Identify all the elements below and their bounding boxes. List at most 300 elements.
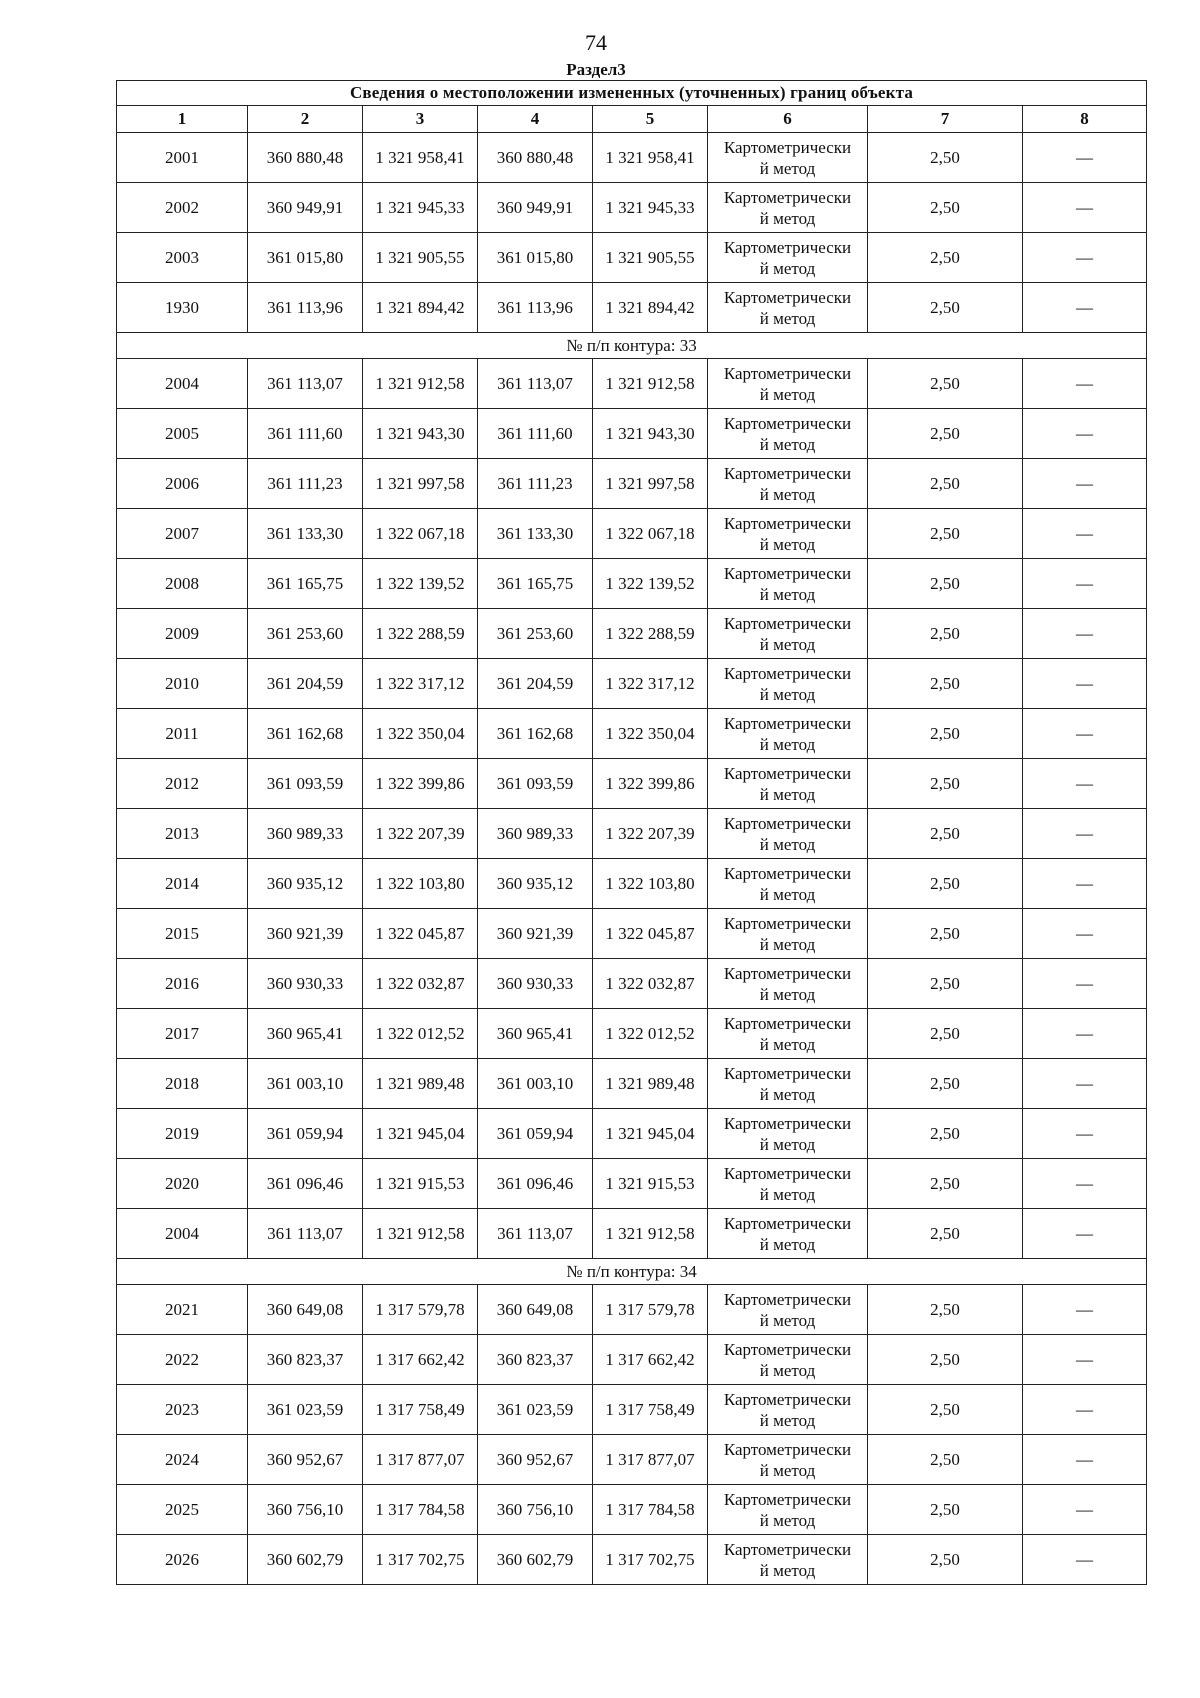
description-cell: — xyxy=(1023,1335,1147,1385)
method-line: й метод xyxy=(759,1034,816,1054)
method-cell xyxy=(708,409,868,459)
method-line: Картометрически xyxy=(723,713,852,733)
section-title: Раздел3 xyxy=(566,60,626,79)
method-line: й метод xyxy=(759,884,816,904)
point-number-cell: 2022 xyxy=(117,1335,248,1385)
table-row xyxy=(117,359,1147,409)
precision-cell: 2,50 xyxy=(868,133,1023,183)
x-existing-cell: 360 949,91 xyxy=(248,183,363,233)
method-cell xyxy=(708,509,868,559)
x-new-cell: 360 935,12 xyxy=(478,859,593,909)
x-new-cell: 361 165,75 xyxy=(478,559,593,609)
table-row xyxy=(117,1535,1147,1585)
method-line: й метод xyxy=(759,784,816,804)
y-new-cell: 1 321 945,33 xyxy=(593,183,708,233)
method-cell xyxy=(708,1059,868,1109)
description-cell: — xyxy=(1023,759,1147,809)
table-row xyxy=(117,1109,1147,1159)
y-existing-cell: 1 322 288,59 xyxy=(363,609,478,659)
method-line: й метод xyxy=(759,1410,816,1430)
description-cell: — xyxy=(1023,459,1147,509)
y-new-cell: 1 322 067,18 xyxy=(593,509,708,559)
method-line: й метод xyxy=(759,384,816,404)
method-cell xyxy=(708,959,868,1009)
table-row xyxy=(117,1009,1147,1059)
precision-cell: 2,50 xyxy=(868,1485,1023,1535)
x-new-cell: 361 253,60 xyxy=(478,609,593,659)
method-cell xyxy=(708,1435,868,1485)
x-new-cell: 361 059,94 xyxy=(478,1109,593,1159)
method-line: й метод xyxy=(759,308,816,328)
method-line: Картометрически xyxy=(723,1163,852,1183)
column-header: 2 xyxy=(248,106,363,133)
description-cell: — xyxy=(1023,559,1147,609)
point-number-cell: 1930 xyxy=(117,283,248,333)
x-existing-cell: 361 023,59 xyxy=(248,1385,363,1435)
table-row xyxy=(117,183,1147,233)
x-new-cell: 360 989,33 xyxy=(478,809,593,859)
method-cell xyxy=(708,859,868,909)
table-row xyxy=(117,709,1147,759)
precision-cell: 2,50 xyxy=(868,283,1023,333)
description-cell: — xyxy=(1023,609,1147,659)
x-new-cell: 360 649,08 xyxy=(478,1285,593,1335)
x-existing-cell: 361 096,46 xyxy=(248,1159,363,1209)
y-existing-cell: 1 322 207,39 xyxy=(363,809,478,859)
y-existing-cell: 1 321 915,53 xyxy=(363,1159,478,1209)
y-existing-cell: 1 317 702,75 xyxy=(363,1535,478,1585)
table-row xyxy=(117,459,1147,509)
x-existing-cell: 360 921,39 xyxy=(248,909,363,959)
precision-cell: 2,50 xyxy=(868,1285,1023,1335)
method-line: Картометрически xyxy=(723,1013,852,1033)
point-number-cell: 2003 xyxy=(117,233,248,283)
method-cell xyxy=(708,909,868,959)
page-number: 74 xyxy=(585,30,607,55)
y-new-cell: 1 321 997,58 xyxy=(593,459,708,509)
method-cell xyxy=(708,1109,868,1159)
point-number-cell: 2016 xyxy=(117,959,248,1009)
method-cell xyxy=(708,459,868,509)
point-number-cell: 2014 xyxy=(117,859,248,909)
table-row xyxy=(117,609,1147,659)
table-row xyxy=(117,1385,1147,1435)
y-new-cell: 1 321 915,53 xyxy=(593,1159,708,1209)
x-new-cell: 360 949,91 xyxy=(478,183,593,233)
y-new-cell: 1 317 702,75 xyxy=(593,1535,708,1585)
table-row xyxy=(117,1485,1147,1535)
table-row xyxy=(117,1285,1147,1335)
description-cell: — xyxy=(1023,1009,1147,1059)
method-line: й метод xyxy=(759,1560,816,1580)
method-cell xyxy=(708,1485,868,1535)
precision-cell: 2,50 xyxy=(868,359,1023,409)
y-existing-cell: 1 321 943,30 xyxy=(363,409,478,459)
description-cell: — xyxy=(1023,1209,1147,1259)
precision-cell: 2,50 xyxy=(868,809,1023,859)
x-new-cell: 360 965,41 xyxy=(478,1009,593,1059)
x-new-cell: 361 133,30 xyxy=(478,509,593,559)
table-row xyxy=(117,1435,1147,1485)
method-line: Картометрически xyxy=(723,187,852,207)
point-number-cell: 2006 xyxy=(117,459,248,509)
x-new-cell: 361 003,10 xyxy=(478,1059,593,1109)
x-existing-cell: 361 113,07 xyxy=(248,1209,363,1259)
y-new-cell: 1 321 894,42 xyxy=(593,283,708,333)
table-row xyxy=(117,1209,1147,1259)
point-number-cell: 2001 xyxy=(117,133,248,183)
table-row xyxy=(117,1335,1147,1385)
y-existing-cell: 1 321 945,04 xyxy=(363,1109,478,1159)
precision-cell: 2,50 xyxy=(868,559,1023,609)
y-new-cell: 1 317 662,42 xyxy=(593,1335,708,1385)
table-row xyxy=(117,509,1147,559)
contour-label: № п/п контура: 33 xyxy=(117,333,1147,359)
x-new-cell: 360 602,79 xyxy=(478,1535,593,1585)
description-cell: — xyxy=(1023,1059,1147,1109)
x-existing-cell: 361 113,07 xyxy=(248,359,363,409)
point-number-cell: 2018 xyxy=(117,1059,248,1109)
description-cell: — xyxy=(1023,409,1147,459)
x-existing-cell: 361 165,75 xyxy=(248,559,363,609)
point-number-cell: 2010 xyxy=(117,659,248,709)
method-line: Картометрически xyxy=(723,1539,852,1559)
y-new-cell: 1 322 045,87 xyxy=(593,909,708,959)
precision-cell: 2,50 xyxy=(868,1159,1023,1209)
method-cell xyxy=(708,183,868,233)
description-cell: — xyxy=(1023,1535,1147,1585)
y-existing-cell: 1 322 139,52 xyxy=(363,559,478,609)
y-new-cell: 1 322 399,86 xyxy=(593,759,708,809)
method-line: Картометрически xyxy=(723,1063,852,1083)
precision-cell: 2,50 xyxy=(868,459,1023,509)
x-new-cell: 360 880,48 xyxy=(478,133,593,183)
precision-cell: 2,50 xyxy=(868,759,1023,809)
y-existing-cell: 1 317 579,78 xyxy=(363,1285,478,1335)
point-number-cell: 2002 xyxy=(117,183,248,233)
table-row xyxy=(117,133,1147,183)
point-number-cell: 2013 xyxy=(117,809,248,859)
x-existing-cell: 361 204,59 xyxy=(248,659,363,709)
method-line: Картометрически xyxy=(723,613,852,633)
column-header: 3 xyxy=(363,106,478,133)
point-number-cell: 2023 xyxy=(117,1385,248,1435)
x-new-cell: 361 113,96 xyxy=(478,283,593,333)
method-line: й метод xyxy=(759,1084,816,1104)
method-line: Картометрически xyxy=(723,137,852,157)
precision-cell: 2,50 xyxy=(868,709,1023,759)
method-line: й метод xyxy=(759,684,816,704)
method-line: й метод xyxy=(759,584,816,604)
table-row xyxy=(117,1059,1147,1109)
column-header: 5 xyxy=(593,106,708,133)
description-cell: — xyxy=(1023,659,1147,709)
method-line: й метод xyxy=(759,1310,816,1330)
method-line: й метод xyxy=(759,158,816,178)
description-cell: — xyxy=(1023,233,1147,283)
point-number-cell: 2024 xyxy=(117,1435,248,1485)
method-line: й метод xyxy=(759,534,816,554)
description-cell: — xyxy=(1023,1109,1147,1159)
y-existing-cell: 1 322 317,12 xyxy=(363,659,478,709)
coordinates-table xyxy=(116,80,1147,1585)
precision-cell: 2,50 xyxy=(868,859,1023,909)
y-existing-cell: 1 321 989,48 xyxy=(363,1059,478,1109)
y-new-cell: 1 321 945,04 xyxy=(593,1109,708,1159)
method-line: Картометрически xyxy=(723,763,852,783)
method-cell xyxy=(708,609,868,659)
precision-cell: 2,50 xyxy=(868,1435,1023,1485)
x-existing-cell: 360 935,12 xyxy=(248,859,363,909)
y-existing-cell: 1 321 958,41 xyxy=(363,133,478,183)
contour-label: № п/п контура: 34 xyxy=(117,1259,1147,1285)
description-cell: — xyxy=(1023,1159,1147,1209)
point-number-cell: 2025 xyxy=(117,1485,248,1535)
point-number-cell: 2017 xyxy=(117,1009,248,1059)
x-existing-cell: 361 093,59 xyxy=(248,759,363,809)
description-cell: — xyxy=(1023,359,1147,409)
y-new-cell: 1 321 989,48 xyxy=(593,1059,708,1109)
y-existing-cell: 1 322 032,87 xyxy=(363,959,478,1009)
y-new-cell: 1 321 943,30 xyxy=(593,409,708,459)
y-new-cell: 1 322 350,04 xyxy=(593,709,708,759)
method-cell xyxy=(708,1159,868,1209)
description-cell: — xyxy=(1023,1285,1147,1335)
method-line: й метод xyxy=(759,1184,816,1204)
method-line: й метод xyxy=(759,208,816,228)
method-cell xyxy=(708,1285,868,1335)
y-new-cell: 1 322 288,59 xyxy=(593,609,708,659)
x-existing-cell: 360 880,48 xyxy=(248,133,363,183)
y-existing-cell: 1 321 894,42 xyxy=(363,283,478,333)
x-existing-cell: 361 113,96 xyxy=(248,283,363,333)
table-row xyxy=(117,759,1147,809)
y-new-cell: 1 317 579,78 xyxy=(593,1285,708,1335)
x-existing-cell: 361 111,60 xyxy=(248,409,363,459)
x-new-cell: 361 093,59 xyxy=(478,759,593,809)
x-new-cell: 361 015,80 xyxy=(478,233,593,283)
method-cell xyxy=(708,359,868,409)
y-existing-cell: 1 322 350,04 xyxy=(363,709,478,759)
x-new-cell: 361 111,23 xyxy=(478,459,593,509)
point-number-cell: 2008 xyxy=(117,559,248,609)
x-existing-cell: 361 003,10 xyxy=(248,1059,363,1109)
y-new-cell: 1 322 103,80 xyxy=(593,859,708,909)
table-row xyxy=(117,233,1147,283)
precision-cell: 2,50 xyxy=(868,1535,1023,1585)
description-cell: — xyxy=(1023,909,1147,959)
y-new-cell: 1 317 877,07 xyxy=(593,1435,708,1485)
y-new-cell: 1 322 032,87 xyxy=(593,959,708,1009)
y-existing-cell: 1 322 012,52 xyxy=(363,1009,478,1059)
x-existing-cell: 361 111,23 xyxy=(248,459,363,509)
x-new-cell: 360 756,10 xyxy=(478,1485,593,1535)
method-line: й метод xyxy=(759,634,816,654)
precision-cell: 2,50 xyxy=(868,1009,1023,1059)
x-existing-cell: 361 162,68 xyxy=(248,709,363,759)
column-numbers-row xyxy=(117,106,1147,133)
point-number-cell: 2011 xyxy=(117,709,248,759)
method-cell xyxy=(708,1009,868,1059)
table-row xyxy=(117,659,1147,709)
y-existing-cell: 1 321 912,58 xyxy=(363,359,478,409)
method-line: й метод xyxy=(759,984,816,1004)
method-line: й метод xyxy=(759,734,816,754)
column-header: 4 xyxy=(478,106,593,133)
table-body xyxy=(117,133,1147,1585)
precision-cell: 2,50 xyxy=(868,1209,1023,1259)
precision-cell: 2,50 xyxy=(868,1385,1023,1435)
table-row xyxy=(117,1159,1147,1209)
y-new-cell: 1 317 758,49 xyxy=(593,1385,708,1435)
table-row xyxy=(117,809,1147,859)
method-line: й метод xyxy=(759,1510,816,1530)
table-row xyxy=(117,409,1147,459)
description-cell: — xyxy=(1023,183,1147,233)
y-existing-cell: 1 317 662,42 xyxy=(363,1335,478,1385)
description-cell: — xyxy=(1023,1485,1147,1535)
description-cell: — xyxy=(1023,1385,1147,1435)
x-existing-cell: 360 930,33 xyxy=(248,959,363,1009)
x-new-cell: 360 952,67 xyxy=(478,1435,593,1485)
precision-cell: 2,50 xyxy=(868,609,1023,659)
method-line: й метод xyxy=(759,1134,816,1154)
description-cell: — xyxy=(1023,709,1147,759)
precision-cell: 2,50 xyxy=(868,233,1023,283)
point-number-cell: 2015 xyxy=(117,909,248,959)
method-line: Картометрически xyxy=(723,863,852,883)
method-line: Картометрически xyxy=(723,287,852,307)
method-cell xyxy=(708,809,868,859)
table-row xyxy=(117,859,1147,909)
method-line: Картометрически xyxy=(723,237,852,257)
y-new-cell: 1 317 784,58 xyxy=(593,1485,708,1535)
x-existing-cell: 360 952,67 xyxy=(248,1435,363,1485)
method-cell xyxy=(708,709,868,759)
y-existing-cell: 1 321 905,55 xyxy=(363,233,478,283)
column-header: 7 xyxy=(868,106,1023,133)
x-new-cell: 361 111,60 xyxy=(478,409,593,459)
method-line: й метод xyxy=(759,1234,816,1254)
method-line: й метод xyxy=(759,1360,816,1380)
column-header: 1 xyxy=(117,106,248,133)
x-new-cell: 360 823,37 xyxy=(478,1335,593,1385)
y-existing-cell: 1 317 784,58 xyxy=(363,1485,478,1535)
point-number-cell: 2004 xyxy=(117,1209,248,1259)
point-number-cell: 2019 xyxy=(117,1109,248,1159)
x-existing-cell: 360 649,08 xyxy=(248,1285,363,1335)
y-existing-cell: 1 322 103,80 xyxy=(363,859,478,909)
point-number-cell: 2004 xyxy=(117,359,248,409)
point-number-cell: 2012 xyxy=(117,759,248,809)
x-new-cell: 361 023,59 xyxy=(478,1385,593,1435)
description-cell: — xyxy=(1023,1435,1147,1485)
y-new-cell: 1 321 958,41 xyxy=(593,133,708,183)
method-cell xyxy=(708,133,868,183)
table-row xyxy=(117,559,1147,609)
y-new-cell: 1 321 905,55 xyxy=(593,233,708,283)
x-existing-cell: 361 253,60 xyxy=(248,609,363,659)
method-line: й метод xyxy=(759,834,816,854)
column-header: 8 xyxy=(1023,106,1147,133)
point-number-cell: 2021 xyxy=(117,1285,248,1335)
y-new-cell: 1 321 912,58 xyxy=(593,1209,708,1259)
x-new-cell: 361 113,07 xyxy=(478,359,593,409)
x-existing-cell: 361 059,94 xyxy=(248,1109,363,1159)
method-cell xyxy=(708,1385,868,1435)
table-row xyxy=(117,959,1147,1009)
point-number-cell: 2005 xyxy=(117,409,248,459)
method-line: Картометрически xyxy=(723,363,852,383)
precision-cell: 2,50 xyxy=(868,509,1023,559)
point-number-cell: 2007 xyxy=(117,509,248,559)
method-cell xyxy=(708,559,868,609)
x-existing-cell: 360 823,37 xyxy=(248,1335,363,1385)
precision-cell: 2,50 xyxy=(868,959,1023,1009)
method-line: Картометрически xyxy=(723,1489,852,1509)
method-line: Картометрически xyxy=(723,1339,852,1359)
y-existing-cell: 1 321 912,58 xyxy=(363,1209,478,1259)
contour-header-row xyxy=(117,333,1147,359)
y-new-cell: 1 322 012,52 xyxy=(593,1009,708,1059)
method-cell xyxy=(708,233,868,283)
method-line: Картометрически xyxy=(723,513,852,533)
x-new-cell: 360 921,39 xyxy=(478,909,593,959)
contour-header-row xyxy=(117,1259,1147,1285)
description-cell: — xyxy=(1023,859,1147,909)
method-line: Картометрически xyxy=(723,563,852,583)
method-line: Картометрически xyxy=(723,663,852,683)
method-line: Картометрически xyxy=(723,963,852,983)
method-cell xyxy=(708,283,868,333)
method-line: Картометрически xyxy=(723,1289,852,1309)
precision-cell: 2,50 xyxy=(868,1109,1023,1159)
description-cell: — xyxy=(1023,283,1147,333)
point-number-cell: 2020 xyxy=(117,1159,248,1209)
point-number-cell: 2009 xyxy=(117,609,248,659)
method-cell xyxy=(708,1535,868,1585)
precision-cell: 2,50 xyxy=(868,659,1023,709)
method-cell xyxy=(708,759,868,809)
y-new-cell: 1 322 207,39 xyxy=(593,809,708,859)
method-line: Картометрически xyxy=(723,1439,852,1459)
method-cell xyxy=(708,1209,868,1259)
method-line: Картометрически xyxy=(723,413,852,433)
x-new-cell: 361 113,07 xyxy=(478,1209,593,1259)
y-existing-cell: 1 317 877,07 xyxy=(363,1435,478,1485)
x-new-cell: 361 096,46 xyxy=(478,1159,593,1209)
method-line: Картометрически xyxy=(723,1213,852,1233)
precision-cell: 2,50 xyxy=(868,1059,1023,1109)
y-existing-cell: 1 322 399,86 xyxy=(363,759,478,809)
description-cell: — xyxy=(1023,133,1147,183)
x-existing-cell: 360 965,41 xyxy=(248,1009,363,1059)
y-new-cell: 1 322 317,12 xyxy=(593,659,708,709)
x-existing-cell: 360 989,33 xyxy=(248,809,363,859)
y-existing-cell: 1 322 067,18 xyxy=(363,509,478,559)
point-number-cell: 2026 xyxy=(117,1535,248,1585)
x-new-cell: 361 204,59 xyxy=(478,659,593,709)
y-new-cell: 1 322 139,52 xyxy=(593,559,708,609)
x-existing-cell: 361 133,30 xyxy=(248,509,363,559)
method-line: й метод xyxy=(759,484,816,504)
table-row xyxy=(117,283,1147,333)
x-new-cell: 361 162,68 xyxy=(478,709,593,759)
method-line: й метод xyxy=(759,258,816,278)
x-existing-cell: 361 015,80 xyxy=(248,233,363,283)
method-line: Картометрически xyxy=(723,1113,852,1133)
y-existing-cell: 1 321 945,33 xyxy=(363,183,478,233)
